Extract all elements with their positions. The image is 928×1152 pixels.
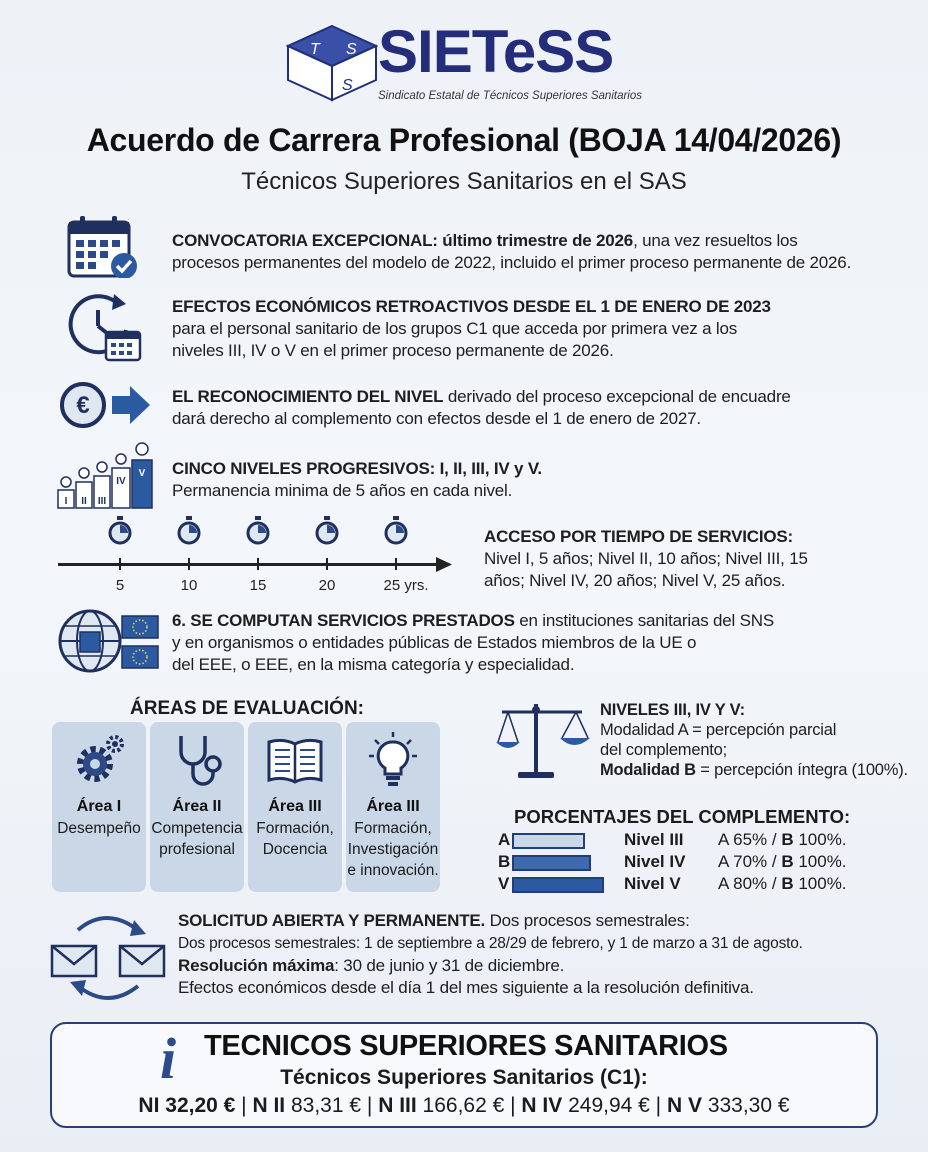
summary-title: TECNICOS SUPERIORES SANITARIOS [204, 1030, 728, 1062]
area-name: Área II [172, 798, 222, 815]
logo-cube-letter-s2: S [342, 77, 353, 94]
area-name: Área III [268, 798, 322, 815]
euro-arrow-icon [58, 380, 152, 430]
pct-bar [512, 833, 585, 849]
price-value: 32,20 € [165, 1094, 236, 1117]
stopwatch-icon [245, 516, 271, 546]
area-desc: Competencia profesional [151, 820, 243, 858]
scales-icon [496, 696, 592, 784]
timeline-label: 15 [249, 577, 267, 594]
svg-text:IV: IV [116, 476, 126, 487]
price-separator: | [361, 1094, 379, 1117]
timeline-tick [326, 558, 328, 570]
gears-icon [69, 730, 129, 790]
logo-wordmark: SIETeSS [378, 18, 614, 85]
price-label: N V [666, 1094, 708, 1117]
timeline-label: 10 [180, 577, 198, 594]
area-card-2 [150, 722, 244, 892]
pct-bar [512, 877, 604, 893]
pct-letter: V [498, 874, 510, 893]
timeline-axis [58, 563, 442, 566]
page-title: Acuerdo de Carrera Profesional (BOJA 14/04/2026) [86, 122, 842, 158]
logo-subtitle: Sindicato Estatal de Técnicos Superiores Sanitarios [378, 90, 643, 102]
price-label: N II [252, 1094, 291, 1117]
timeline-tick [257, 558, 259, 570]
areas-title: ÁREAS DE EVALUACIÓN: [130, 698, 364, 719]
pct-level: Nivel IV [624, 852, 686, 871]
area-name: Área I [76, 798, 122, 815]
pct-value: A 65% / B 100%. [718, 830, 847, 849]
pct-value: A 70% / B 100%. [718, 852, 847, 871]
globe-eu-flag-icon [56, 604, 162, 678]
acceso-text: ACCESO POR TIEMPO DE SERVICIOS: Nivel I, 5 años; Nivel II, 10 años; Nivel III, 15 años; Nivel IV, 20 años; Nivel V, 25 años. [484, 527, 808, 590]
summary-prices [0, 1094, 928, 1118]
price-separator: | [235, 1094, 253, 1117]
servicios-text: 6. SE COMPUTAN SERVICIOS PRESTADOS en instituciones sanitarias del SNS y en organismos o entidades públicas de Estados miembros de la UE o del EEE, o EEE, en la misma categoría y especialidad. [172, 611, 774, 674]
pct-bar [512, 855, 591, 871]
timeline-label: 25 yrs. [383, 577, 429, 594]
solicitud-text: SOLICITUD ABIERTA Y PERMANENTE. Dos procesos semestrales: Dos procesos semestrales: 1 de septiembre a 28/29 de febrero, y 1 de marzo a 31 de agosto. Resolución máxima: 30 de junio y 31 de diciembre. Efectos económicos desde el día 1 del mes siguiente a la resolución definitiva. [178, 911, 803, 997]
area-desc: Desempeño [57, 820, 141, 837]
pct-letter: B [498, 852, 511, 871]
logo-cube-icon [286, 24, 378, 102]
stopwatch-icon [176, 516, 202, 546]
logo-cube-letter-t: T [310, 41, 320, 58]
price-separator: | [504, 1094, 522, 1117]
area-card-3 [248, 722, 342, 892]
price-separator: | [649, 1094, 667, 1117]
summary-subtitle: Técnicos Superiores Sanitarios (C1): [280, 1066, 648, 1089]
niveles-text: CINCO NIVELES PROGRESIVOS: I, II, III, IV y V. Permanencia minima de 5 años en cada nivel. [172, 459, 542, 500]
logo-cube-letter-s1: S [346, 41, 357, 58]
reconocimiento-text: EL RECONOCIMIENTO DEL NIVEL derivado del proceso excepcional de encuadre dará derecho al complemento con efectos desde el 1 de enero de 2027. [172, 387, 791, 428]
timeline-tick [188, 558, 190, 570]
area-desc: Formación, Investigación e innovación. [347, 820, 439, 879]
price-value: 166,62 € [422, 1094, 505, 1117]
efectos-text: EFECTOS ECONÓMICOS RETROACTIVOS DESDE EL 1 DE ENERO DE 2023 para el personal sanitario de los grupos C1 que acceda por primera vez a los niveles III, IV o V en el primer proceso permanente de 2026. [172, 297, 771, 360]
svg-text:V: V [138, 468, 146, 479]
price-label: NI [138, 1094, 166, 1117]
lightbulb-icon [363, 730, 423, 790]
svg-text:€: € [76, 392, 90, 419]
pct-level: Nivel III [624, 830, 684, 849]
pct-value: A 80% / B 100%. [718, 874, 847, 893]
porcentajes-title: PORCENTAJES DEL COMPLEMENTO: [514, 806, 851, 827]
level-steps-icon [56, 440, 156, 510]
stopwatch-icon [383, 516, 409, 546]
area-card-1 [52, 722, 146, 892]
price-value: 83,31 € [290, 1094, 362, 1117]
price-value: 333,30 € [707, 1094, 790, 1117]
stopwatch-icon [314, 516, 340, 546]
price-label: N IV [521, 1094, 569, 1117]
svg-text:I: I [64, 496, 68, 507]
timeline-arrow-icon [436, 557, 452, 572]
convocatoria-text: CONVOCATORIA EXCEPCIONAL: último trimestre de 2026, una vez resueltos los procesos permanentes del modelo de 2022, incluido el primer proceso permanente de 2026. [172, 231, 852, 272]
timeline-tick [395, 558, 397, 570]
svg-text:II: II [81, 496, 87, 507]
area-desc: Formación, Docencia [256, 820, 334, 858]
price-label: N III [378, 1094, 423, 1117]
svg-text:III: III [97, 496, 107, 507]
modalidades-text: NIVELES III, IV Y V: Modalidad A = percepción parcial del complemento; Modalidad B = percepción íntegra (100%). [600, 701, 908, 779]
area-card-4 [346, 722, 440, 892]
stethoscope-icon [167, 730, 227, 790]
book-icon [265, 730, 325, 790]
clock-calendar-icon [66, 290, 144, 362]
stopwatch-icon [107, 516, 133, 546]
calendar-check-icon [66, 214, 142, 278]
info-icon: i [160, 1026, 177, 1091]
page-subtitle: Técnicos Superiores Sanitarios en el SAS [241, 168, 687, 195]
pct-letter: A [498, 830, 511, 849]
timeline-label: 20 [318, 577, 336, 594]
timeline-label: 5 [115, 577, 125, 594]
pct-level: Nivel V [624, 874, 681, 893]
price-value: 249,94 € [568, 1094, 650, 1117]
timeline-tick [119, 558, 121, 570]
envelopes-cycle-icon [48, 910, 168, 1006]
area-name: Área III [366, 798, 420, 815]
